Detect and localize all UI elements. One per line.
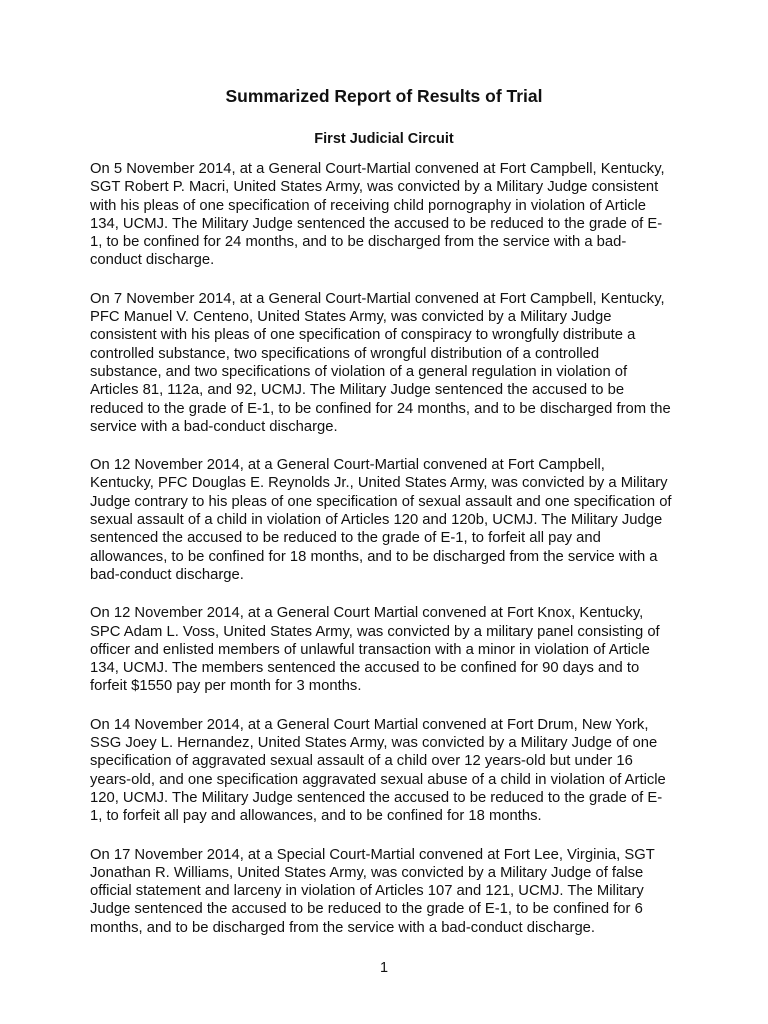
trial-result-paragraph (90, 846, 690, 937)
paragraph-line: 1, to forfeit all pay and allowances, and to be confined for 18 months. (90, 808, 542, 825)
paragraph-line: consistent with his pleas of one specification of conspiracy to wrongfully distribute a (90, 327, 636, 344)
paragraph-line: months, and to be discharged from the service with a bad-conduct discharge. (90, 919, 596, 936)
trial-result-paragraph (90, 604, 690, 695)
trial-result-paragraph (90, 290, 690, 436)
paragraph-line: reduced to the grade of E-1, to be confined for 24 months, and to be discharged from the (90, 400, 671, 417)
paragraph-line: 134, UCMJ. The Military Judge sentenced the accused to be reduced to the grade of E- (90, 215, 663, 232)
paragraph-line: controlled substance, two specifications of wrongful distribution of a controlled (90, 345, 600, 362)
paragraph-line: Jonathan R. Williams, United States Army, was convicted by a Military Judge of false (90, 864, 644, 881)
paragraph-line: SSG Joey L. Hernandez, United States Army, was convicted by a Military Judge of one (90, 735, 658, 752)
paragraph-line: On 14 November 2014, at a General Court Martial convened at Fort Drum, New York, (90, 716, 649, 733)
paragraph-line: allowances, to be confined for 18 months, and to be discharged from the service with a (90, 548, 658, 565)
paragraph-line: with his pleas of one specification of receiving child pornography in violation of Article (90, 197, 647, 214)
paragraph-line: PFC Manuel V. Centeno, United States Army, was convicted by a Military Judge (90, 309, 612, 326)
paragraph-line: 134, UCMJ. The members sentenced the accused to be confined for 90 days and to (90, 660, 640, 677)
paragraph-line: Judge contrary to his pleas of one specification of sexual assault and one specification of (90, 493, 672, 510)
document-subtitle: First Judicial Circuit (314, 131, 454, 147)
paragraph-line: SGT Robert P. Macri, United States Army, was convicted by a Military Judge consistent (90, 179, 659, 196)
paragraph-line: service with a bad-conduct discharge. (90, 418, 338, 435)
paragraph-line: bad-conduct discharge. (90, 566, 244, 583)
paragraph-line: On 7 November 2014, at a General Court-Martial convened at Fort Campbell, Kentucky, (90, 290, 665, 307)
paragraph-line: On 12 November 2014, at a General Court Martial convened at Fort Knox, Kentucky, (90, 605, 644, 622)
paragraph-line: Articles 81, 112a, and 92, UCMJ. The Military Judge sentenced the accused to be (90, 382, 625, 399)
paragraph-line: SPC Adam L. Voss, United States Army, was convicted by a military panel consisting of (90, 623, 660, 640)
paragraph-line: On 5 November 2014, at a General Court-Martial convened at Fort Campbell, Kentucky, (90, 161, 665, 177)
document-title: Summarized Report of Results of Trial (225, 86, 543, 106)
paragraph-line: officer and enlisted members of unlawful transaction with a minor in violation of Article (90, 641, 650, 658)
page-number: 1 (379, 960, 389, 976)
trial-result-paragraph (90, 456, 690, 584)
paragraph-line: substance, and two specifications of violation of a general regulation in violation of (90, 363, 628, 380)
paragraph-line: 120, UCMJ. The Military Judge sentenced the accused to be reduced to the grade of E- (90, 789, 663, 806)
paragraph-line: conduct discharge. (90, 252, 215, 269)
paragraph-line: specification of aggravated sexual assault of a child over 12 years-old but under 16 (90, 753, 633, 770)
paragraph-line: years-old, and one specification aggravated sexual abuse of a child in violation of Article (90, 771, 666, 788)
paragraph-line: On 12 November 2014, at a General Court-Martial convened at Fort Campbell, (90, 457, 605, 474)
paragraph-line: Judge sentenced the accused to be reduced to the grade of E-1, to be confined for 6 (90, 901, 643, 918)
paragraph-line: On 17 November 2014, at a Special Court-Martial convened at Fort Lee, Virginia, SGT (90, 846, 655, 863)
paragraph-line: official statement and larceny in violation of Articles 107 and 121, UCMJ. The Military (90, 883, 644, 900)
trial-result-paragraph (90, 160, 690, 270)
paragraph-line: Kentucky, PFC Douglas E. Reynolds Jr., United States Army, was convicted by a Military (90, 475, 668, 492)
paragraph-line: 1, to be confined for 24 months, and to be discharged from the service with a bad- (90, 234, 627, 251)
paragraph-line: sentenced the accused to be reduced to the grade of E-1, to forfeit all pay and (90, 530, 601, 547)
paragraph-line: forfeit $1550 pay per month for 3 months. (90, 678, 362, 695)
paragraph-line: sexual assault of a child in violation of Articles 120 and 120b, UCMJ. The Military Judge (90, 512, 663, 529)
trial-result-paragraph (90, 716, 690, 826)
document-body (90, 160, 690, 957)
